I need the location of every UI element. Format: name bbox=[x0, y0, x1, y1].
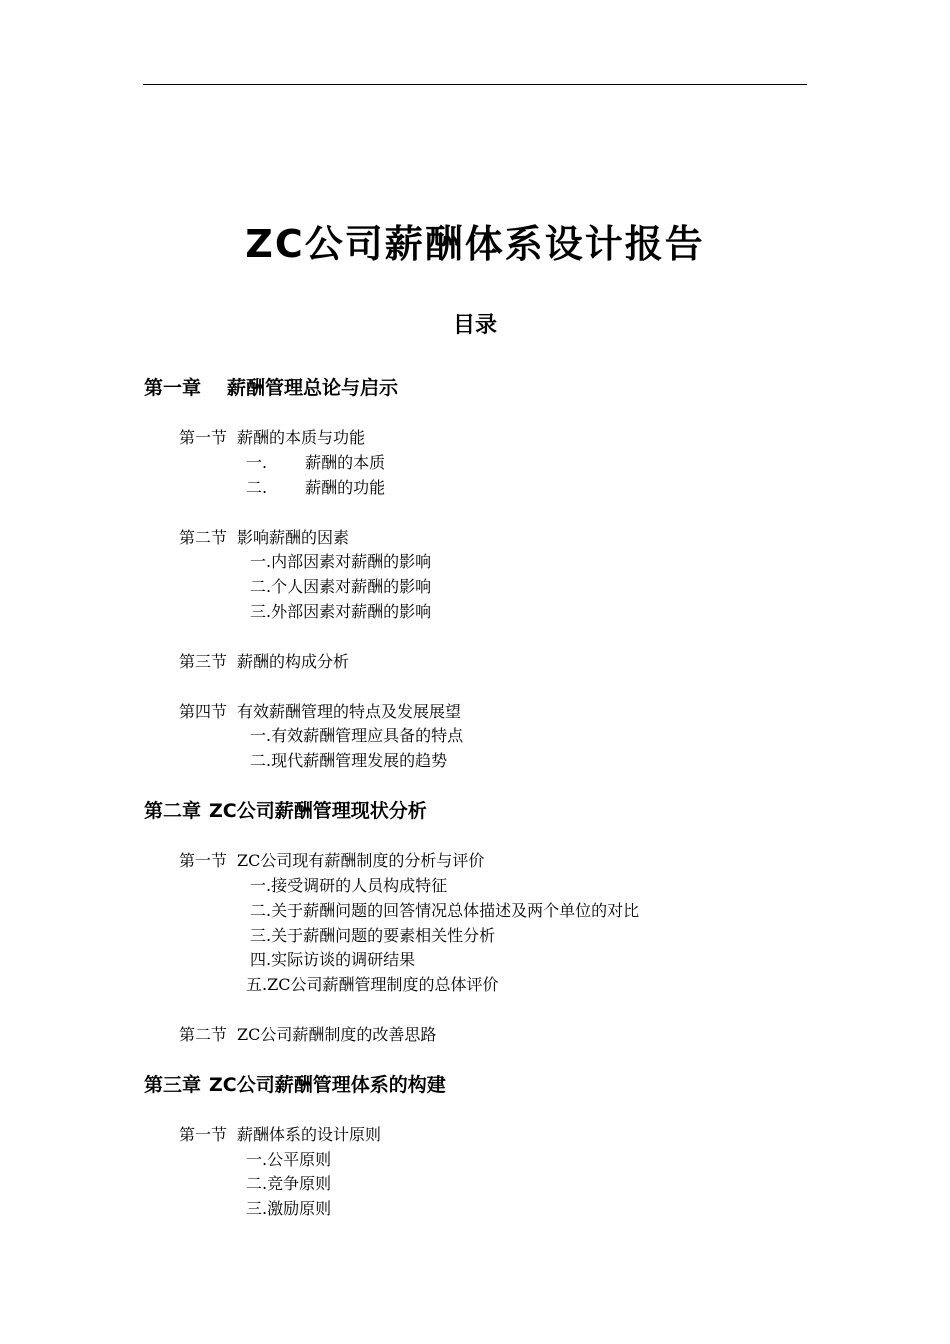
chapter-title: 薪酬管理总论与启示 bbox=[227, 377, 399, 399]
section-label: 第三节 bbox=[179, 652, 228, 671]
item-title: 薪酬的功能 bbox=[305, 478, 386, 497]
document-title: ZC公司薪酬体系设计报告 bbox=[245, 222, 705, 266]
toc-item[interactable] bbox=[250, 748, 447, 771]
toc-item[interactable] bbox=[250, 549, 431, 572]
toc-section[interactable] bbox=[179, 649, 349, 672]
toc-item[interactable] bbox=[246, 475, 385, 498]
header-rule bbox=[143, 84, 807, 85]
item-title: 激励原则 bbox=[267, 1199, 332, 1218]
toc-item[interactable] bbox=[250, 723, 463, 746]
item-number: 二. bbox=[246, 1174, 268, 1193]
item-title: 关于薪酬问题的回答情况总体描述及两个单位的对比 bbox=[271, 901, 640, 920]
item-title: 实际访谈的调研结果 bbox=[271, 950, 416, 969]
toc-item[interactable] bbox=[246, 1196, 331, 1219]
item-title: 内部因素对薪酬的影响 bbox=[271, 552, 432, 571]
toc-section[interactable] bbox=[179, 425, 365, 448]
section-title: 薪酬的构成分析 bbox=[237, 652, 350, 671]
item-number: 一. bbox=[250, 552, 272, 571]
item-number: 一. bbox=[250, 726, 272, 745]
chapter-label: 第一章 bbox=[144, 377, 202, 399]
toc-item[interactable] bbox=[250, 947, 415, 970]
item-number: 二. bbox=[250, 577, 272, 596]
section-title: ZC公司薪酬制度的改善思路 bbox=[237, 1025, 437, 1044]
section-label: 第四节 bbox=[179, 702, 228, 721]
section-title: 薪酬体系的设计原则 bbox=[237, 1125, 382, 1144]
item-title: 有效薪酬管理应具备的特点 bbox=[271, 726, 464, 745]
item-title: 个人因素对薪酬的影响 bbox=[271, 577, 432, 596]
item-title: 公平原则 bbox=[267, 1150, 332, 1169]
toc-item[interactable] bbox=[250, 898, 639, 921]
item-number: 一. bbox=[250, 876, 272, 895]
item-number: 二. bbox=[250, 751, 272, 770]
section-title: 影响薪酬的因素 bbox=[237, 528, 350, 547]
item-number: 四. bbox=[250, 950, 272, 969]
item-title: 外部因素对薪酬的影响 bbox=[271, 602, 432, 621]
toc-item[interactable] bbox=[246, 972, 498, 995]
chapter-label: 第二章 bbox=[144, 800, 202, 822]
toc-item[interactable] bbox=[246, 1171, 331, 1194]
chapter-title: ZC公司薪酬管理体系的构建 bbox=[209, 1074, 446, 1096]
toc-item[interactable] bbox=[250, 923, 495, 946]
section-title: 薪酬的本质与功能 bbox=[237, 428, 366, 447]
item-number: 三. bbox=[246, 1199, 268, 1218]
item-title: 接受调研的人员构成特征 bbox=[271, 876, 448, 895]
section-label: 第二节 bbox=[179, 1025, 228, 1044]
section-label: 第一节 bbox=[179, 428, 228, 447]
toc-chapter-3[interactable] bbox=[144, 1070, 446, 1097]
toc-item[interactable] bbox=[246, 450, 385, 473]
item-number: 一. bbox=[246, 453, 268, 472]
item-number: 三. bbox=[250, 926, 272, 945]
section-title: 有效薪酬管理的特点及发展展望 bbox=[237, 702, 462, 721]
item-title: 竞争原则 bbox=[267, 1174, 332, 1193]
item-number: 三. bbox=[250, 602, 272, 621]
toc-chapter-2[interactable] bbox=[144, 796, 427, 823]
item-title: ZC公司薪酬管理制度的总体评价 bbox=[267, 975, 499, 994]
item-title: 现代薪酬管理发展的趋势 bbox=[271, 751, 448, 770]
toc-section[interactable] bbox=[179, 848, 484, 871]
toc-item[interactable] bbox=[250, 873, 447, 896]
item-number: 五. bbox=[246, 975, 268, 994]
item-title: 薪酬的本质 bbox=[305, 453, 386, 472]
section-title: ZC公司现有薪酬制度的分析与评价 bbox=[237, 851, 485, 870]
toc-section[interactable] bbox=[179, 525, 349, 548]
toc-section[interactable] bbox=[179, 699, 461, 722]
toc-item[interactable] bbox=[250, 574, 431, 597]
toc-section[interactable] bbox=[179, 1022, 436, 1045]
item-number: 一. bbox=[246, 1150, 268, 1169]
toc-chapter-1[interactable] bbox=[144, 373, 398, 400]
item-title: 关于薪酬问题的要素相关性分析 bbox=[271, 926, 496, 945]
toc-heading: 目录 bbox=[452, 313, 497, 338]
section-label: 第二节 bbox=[179, 528, 228, 547]
toc-item[interactable] bbox=[250, 599, 431, 622]
item-number: 二. bbox=[250, 901, 272, 920]
chapter-label: 第三章 bbox=[144, 1074, 202, 1096]
item-number: 二. bbox=[246, 478, 268, 497]
section-label: 第一节 bbox=[179, 851, 228, 870]
toc-item[interactable] bbox=[246, 1147, 331, 1170]
toc-section[interactable] bbox=[179, 1122, 381, 1145]
chapter-title: ZC公司薪酬管理现状分析 bbox=[209, 800, 427, 822]
section-label: 第一节 bbox=[179, 1125, 228, 1144]
